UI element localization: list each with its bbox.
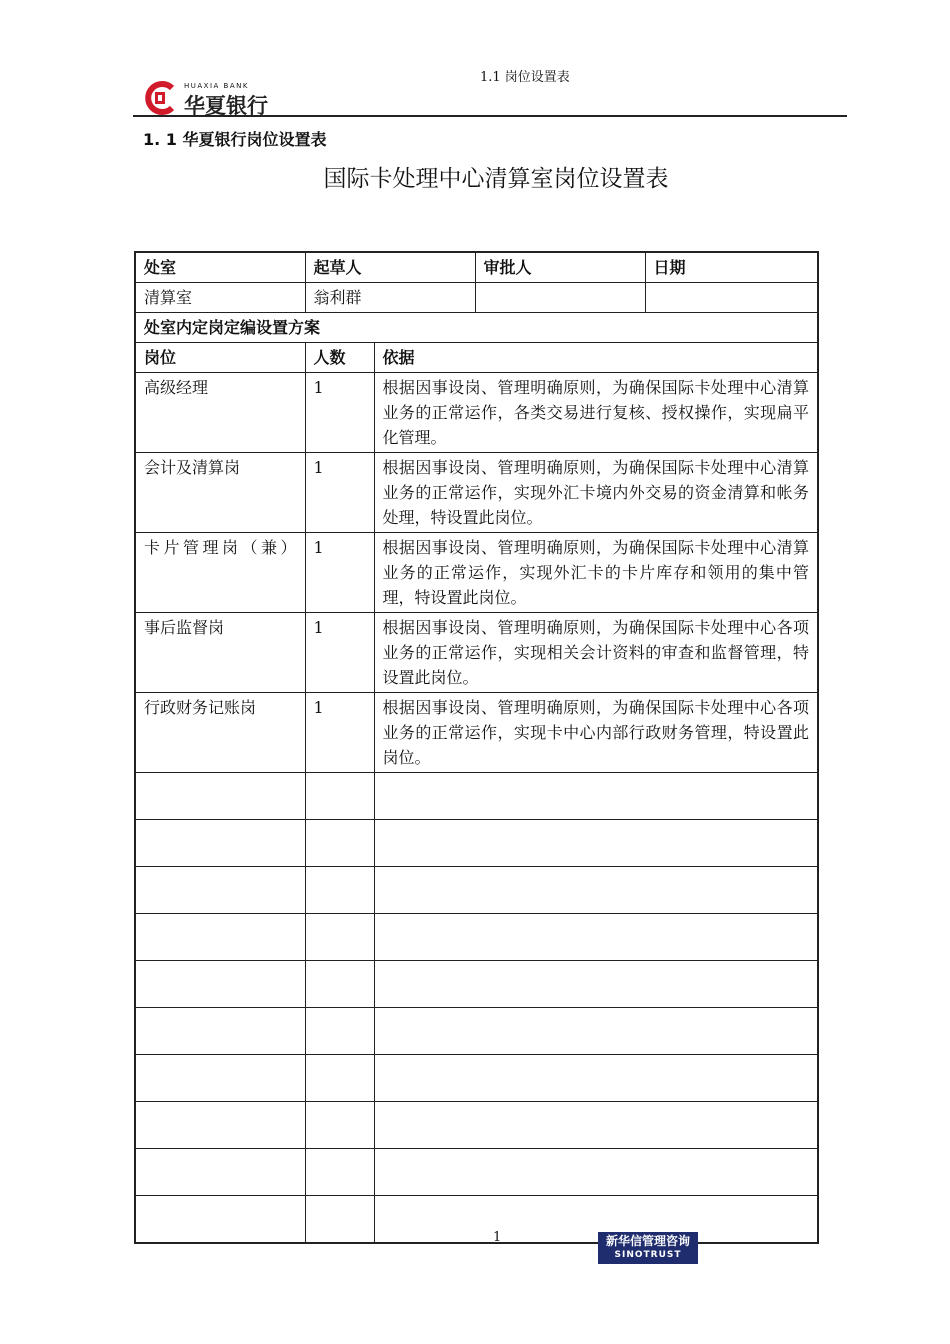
document-title: 国际卡处理中心清算室岗位设置表: [323, 166, 669, 192]
approver-value: [475, 283, 645, 313]
empty-row: [135, 867, 818, 914]
huaxia-bank-logo: [142, 80, 292, 116]
empty-row: [135, 1008, 818, 1055]
table-row: [135, 373, 818, 453]
approver-label: 审批人: [475, 252, 645, 283]
column-header-post: 岗位: [135, 343, 305, 373]
post-count: 1: [305, 693, 374, 773]
column-header-count: 人数: [305, 343, 374, 373]
post-count: 1: [305, 613, 374, 693]
empty-cell: [374, 1055, 818, 1102]
table-row: [135, 693, 818, 773]
dept-label: 处室: [135, 252, 305, 283]
empty-row: [135, 1102, 818, 1149]
table-row: [135, 533, 818, 613]
empty-cell: [374, 773, 818, 820]
header-label-row: [135, 252, 818, 283]
table-row: [135, 613, 818, 693]
drafter-value: 翁利群: [305, 283, 475, 313]
empty-cell: [135, 1102, 305, 1149]
column-header-row: [135, 343, 818, 373]
date-label: 日期: [645, 252, 818, 283]
empty-row: [135, 914, 818, 961]
empty-cell: [305, 1149, 374, 1196]
empty-cell: [374, 1008, 818, 1055]
empty-row: [135, 1055, 818, 1102]
drafter-label: 起草人: [305, 252, 475, 283]
plan-title-row: [135, 313, 818, 343]
empty-cell: [135, 1149, 305, 1196]
post-basis: 根据因事设岗、管理明确原则，为确保国际卡处理中心清算业务的正常运作，实现外汇卡境内外交易的资金清算和帐务处理，特设置此岗位。: [374, 453, 818, 533]
stamp-text-cn: 新华信管理咨询: [605, 1234, 690, 1248]
empty-cell: [305, 914, 374, 961]
bank-emblem-icon: [142, 80, 180, 116]
empty-cell: [374, 1196, 818, 1244]
empty-cell: [135, 867, 305, 914]
empty-cell: [374, 1149, 818, 1196]
empty-row: [135, 1149, 818, 1196]
sinotrust-stamp: [598, 1232, 698, 1264]
date-value: [645, 283, 818, 313]
post-name: 事后监督岗: [135, 613, 305, 693]
post-setup-table: [134, 251, 819, 1244]
post-name: 行政财务记账岗: [135, 693, 305, 773]
empty-cell: [135, 773, 305, 820]
column-header-basis: 依据: [374, 343, 818, 373]
header-divider: [133, 115, 847, 117]
post-basis: 根据因事设岗、管理明确原则，为确保国际卡处理中心清算业务的正常运作，实现外汇卡的卡片库存和领用的集中管理，特设置此岗位。: [374, 533, 818, 613]
empty-cell: [305, 820, 374, 867]
empty-cell: [305, 867, 374, 914]
section-title: 1. 1 华夏银行岗位设置表: [143, 130, 327, 149]
plan-title: 处室内定岗定编设置方案: [135, 313, 818, 343]
empty-row: [135, 820, 818, 867]
empty-cell: [135, 961, 305, 1008]
empty-cell: [374, 1102, 818, 1149]
post-basis: 根据因事设岗、管理明确原则，为确保国际卡处理中心各项业务的正常运作，实现相关会计资料的审查和监督管理，特设置此岗位。: [374, 613, 818, 693]
running-header-title: 1.1 岗位设置表: [480, 70, 570, 85]
post-basis: 根据因事设岗、管理明确原则，为确保国际卡处理中心各项业务的正常运作，实现卡中心内部行政财务管理，特设置此岗位。: [374, 693, 818, 773]
empty-cell: [135, 1196, 305, 1244]
empty-row: [135, 961, 818, 1008]
post-basis: 根据因事设岗、管理明确原则，为确保国际卡处理中心清算业务的正常运作，各类交易进行复核、授权操作，实现扁平化管理。: [374, 373, 818, 453]
empty-cell: [374, 820, 818, 867]
post-name: 卡片管理岗（兼）: [135, 533, 305, 613]
stamp-text-en: SINOTRUST: [614, 1250, 682, 1260]
empty-cell: [135, 914, 305, 961]
post-name: 高级经理: [135, 373, 305, 453]
page-number: 1: [493, 1230, 502, 1245]
empty-cell: [305, 773, 374, 820]
empty-cell: [305, 1008, 374, 1055]
empty-cell: [374, 867, 818, 914]
post-count: 1: [305, 533, 374, 613]
empty-cell: [374, 961, 818, 1008]
post-count: 1: [305, 453, 374, 533]
logo-text-cn: 华夏银行: [184, 94, 268, 118]
table-row: [135, 453, 818, 533]
empty-cell: [305, 1055, 374, 1102]
empty-cell: [305, 1196, 374, 1244]
empty-cell: [135, 1008, 305, 1055]
logo-text-en: HUAXIA BANK: [184, 82, 249, 90]
empty-row: [135, 1196, 818, 1244]
post-count: 1: [305, 373, 374, 453]
empty-cell: [305, 961, 374, 1008]
empty-row: [135, 773, 818, 820]
empty-cell: [374, 914, 818, 961]
empty-cell: [135, 820, 305, 867]
empty-cell: [135, 1055, 305, 1102]
post-name: 会计及清算岗: [135, 453, 305, 533]
empty-cell: [305, 1102, 374, 1149]
header-value-row: [135, 283, 818, 313]
dept-value: 清算室: [135, 283, 305, 313]
